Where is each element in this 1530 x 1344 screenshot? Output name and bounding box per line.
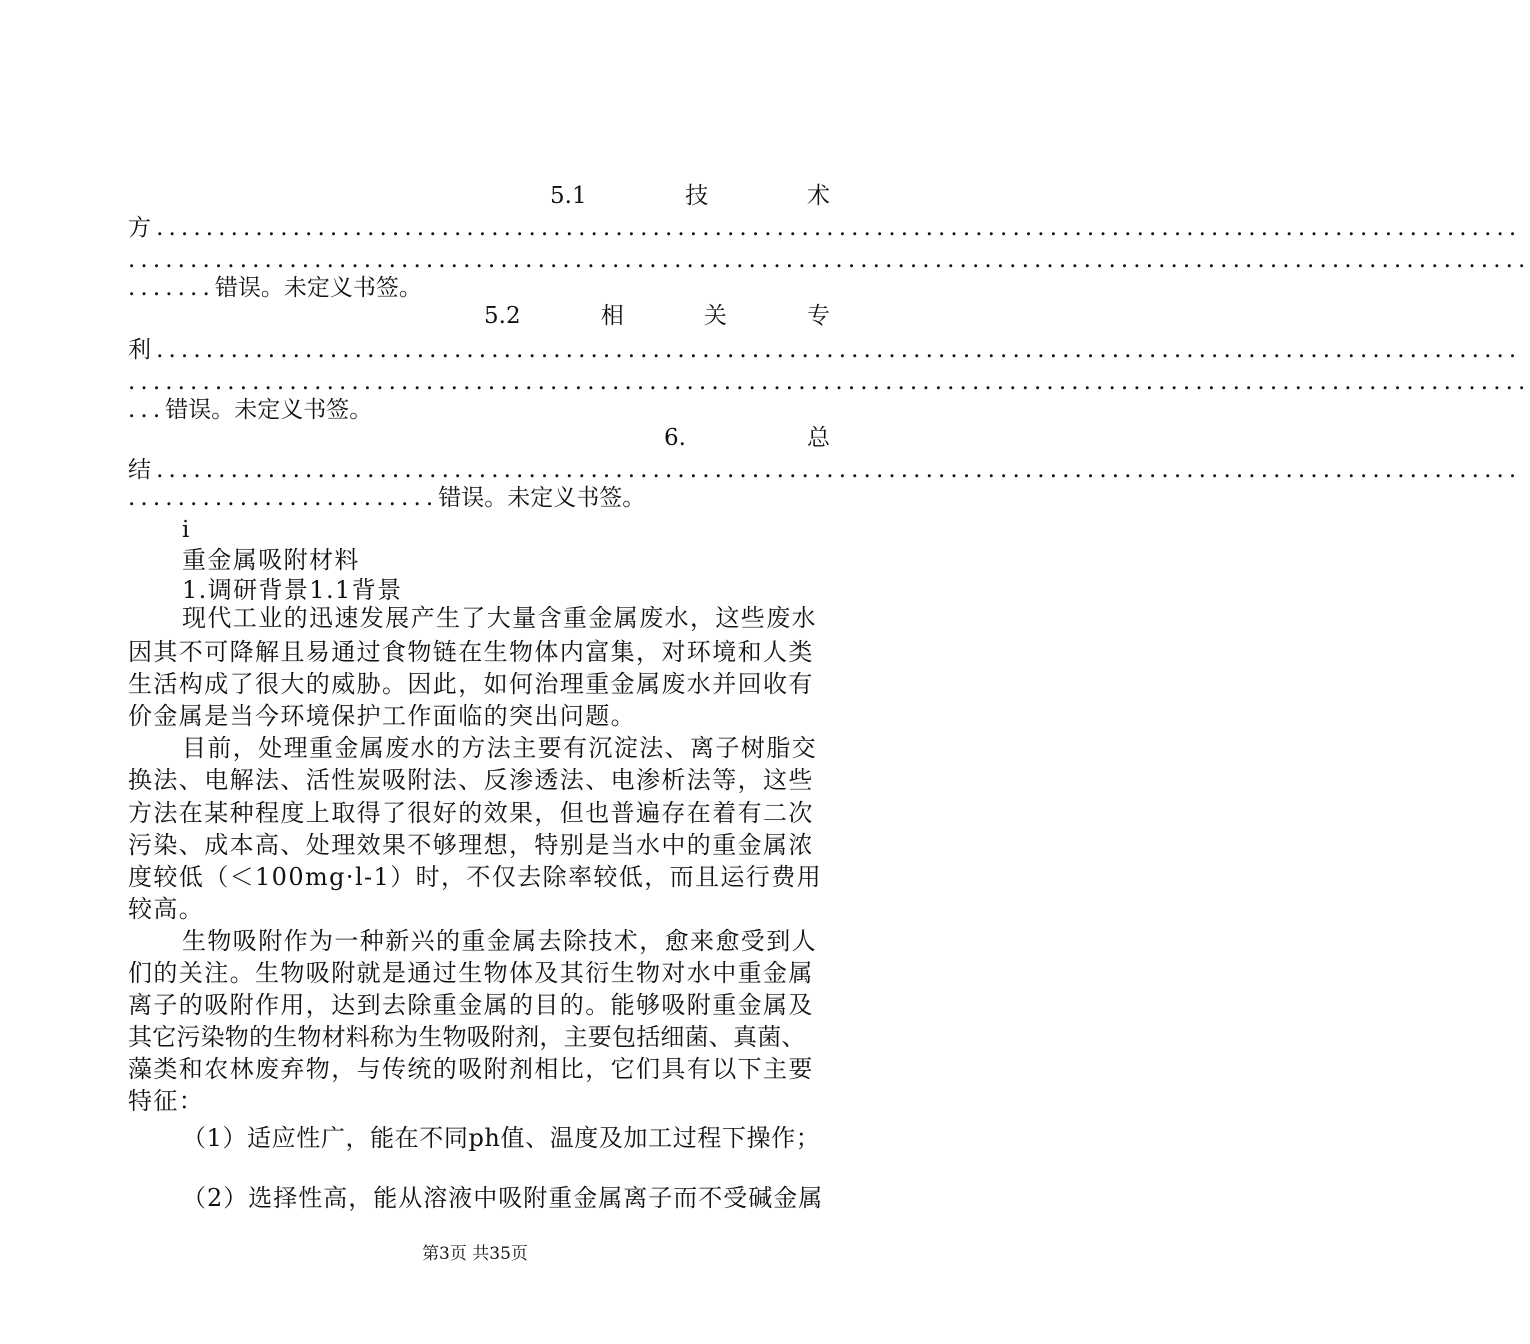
body-text-line: 污染、成本高、处理效果不够理想，特别是当水中的重金属浓 <box>128 831 814 859</box>
toc-char: 术 <box>806 183 830 209</box>
toc-entry-5-2-tail: ...错误。未定义书签。 <box>128 397 373 423</box>
toc-number: 5.1 <box>550 183 587 209</box>
feature-item: （2）选择性高，能从溶液中吸附重金属离子而不受碱金属 <box>182 1184 824 1212</box>
body-text-line: 离子的吸附作用，达到去除重金属的目的。能够吸附重金属及 <box>128 991 814 1019</box>
page-footer: 第3页 共35页 <box>422 1244 528 1264</box>
toc-char: 总 <box>807 425 830 451</box>
toc-char: 相 <box>600 303 624 329</box>
toc-error-text: 错误。未定义书签。 <box>438 485 646 511</box>
body-text-line: 度较低（＜100mg·l-1）时，不仅去除率较低，而且运行费用 <box>128 863 823 891</box>
body-text-line: 藻类和农林废弃物，与传统的吸附剂相比，它们具有以下主要 <box>128 1055 814 1083</box>
toc-char: 专 <box>807 303 830 329</box>
body-text-line: 生物吸附作为一种新兴的重金属去除技术，愈来愈受到人 <box>182 927 817 955</box>
body-text-line: 们的关注。生物吸附就是通过生物体及其衍生物对水中重金属 <box>128 959 814 987</box>
toc-entry-5-2-leader: 利.............................................................................................................. <box>128 337 1522 363</box>
body-text-line: 其它污染物的生物材料称为生物吸附剂，主要包括细菌、真菌、 <box>128 1023 806 1051</box>
toc-entry-6-tail: .........................错误。未定义书签。 <box>128 485 646 511</box>
toc-entry-5-1-leader: 方.............................................................................................................. <box>128 215 1522 241</box>
body-text-line: 目前，处理重金属废水的方法主要有沉淀法、离子树脂交 <box>182 734 817 762</box>
body-text-line: 因其不可降解且易通过食物链在生物体内富集，对环境和人类 <box>128 638 814 666</box>
toc-entry-5-1-heading <box>128 178 830 214</box>
toc-entry-6-leader: 结.............................................................................................................. <box>128 457 1522 483</box>
body-text-line: 生活构成了很大的威胁。因此，如何治理重金属废水并回收有 <box>128 670 814 698</box>
body-text-line: 特征： <box>128 1087 205 1115</box>
body-text-line: 现代工业的迅速发展产生了大量含重金属废水，这些废水 <box>182 604 817 632</box>
body-text-line: 较高。 <box>128 895 205 923</box>
feature-item: （1）适应性广，能在不同ph值、温度及加工过程下操作； <box>182 1124 821 1152</box>
toc-number: 6. <box>664 425 686 451</box>
body-text-line: 换法、电解法、活性炭吸附法、反渗透法、电渗析法等，这些 <box>128 766 814 794</box>
document-title: 重金属吸附材料 <box>182 546 360 574</box>
page-mark: i <box>182 517 190 543</box>
toc-entry-5-2-heading <box>128 298 830 334</box>
body-text-line: 价金属是当今环境保护工作面临的突出问题。 <box>128 702 636 730</box>
toc-char: 结 <box>128 457 157 483</box>
toc-char: 利 <box>128 337 157 363</box>
toc-entry-6-heading <box>128 420 830 456</box>
toc-error-text: 错误。未定义书签。 <box>165 397 373 423</box>
toc-entry-5-1-tail: .......错误。未定义书签。 <box>128 275 422 301</box>
toc-leader-line: ................................................................................................................. <box>128 369 1530 395</box>
toc-error-text: 错误。未定义书签。 <box>214 275 422 301</box>
toc-char: 技 <box>685 183 709 209</box>
toc-number: 5.2 <box>484 303 521 329</box>
body-text-line: 方法在某种程度上取得了很好的效果，但也普遍存在着有二次 <box>128 799 814 827</box>
toc-char: 方 <box>128 215 157 241</box>
toc-leader-line: ................................................................................................................. <box>128 247 1530 273</box>
toc-char: 关 <box>703 303 727 329</box>
section-heading: 1.调研背景1.1背景 <box>182 576 403 604</box>
